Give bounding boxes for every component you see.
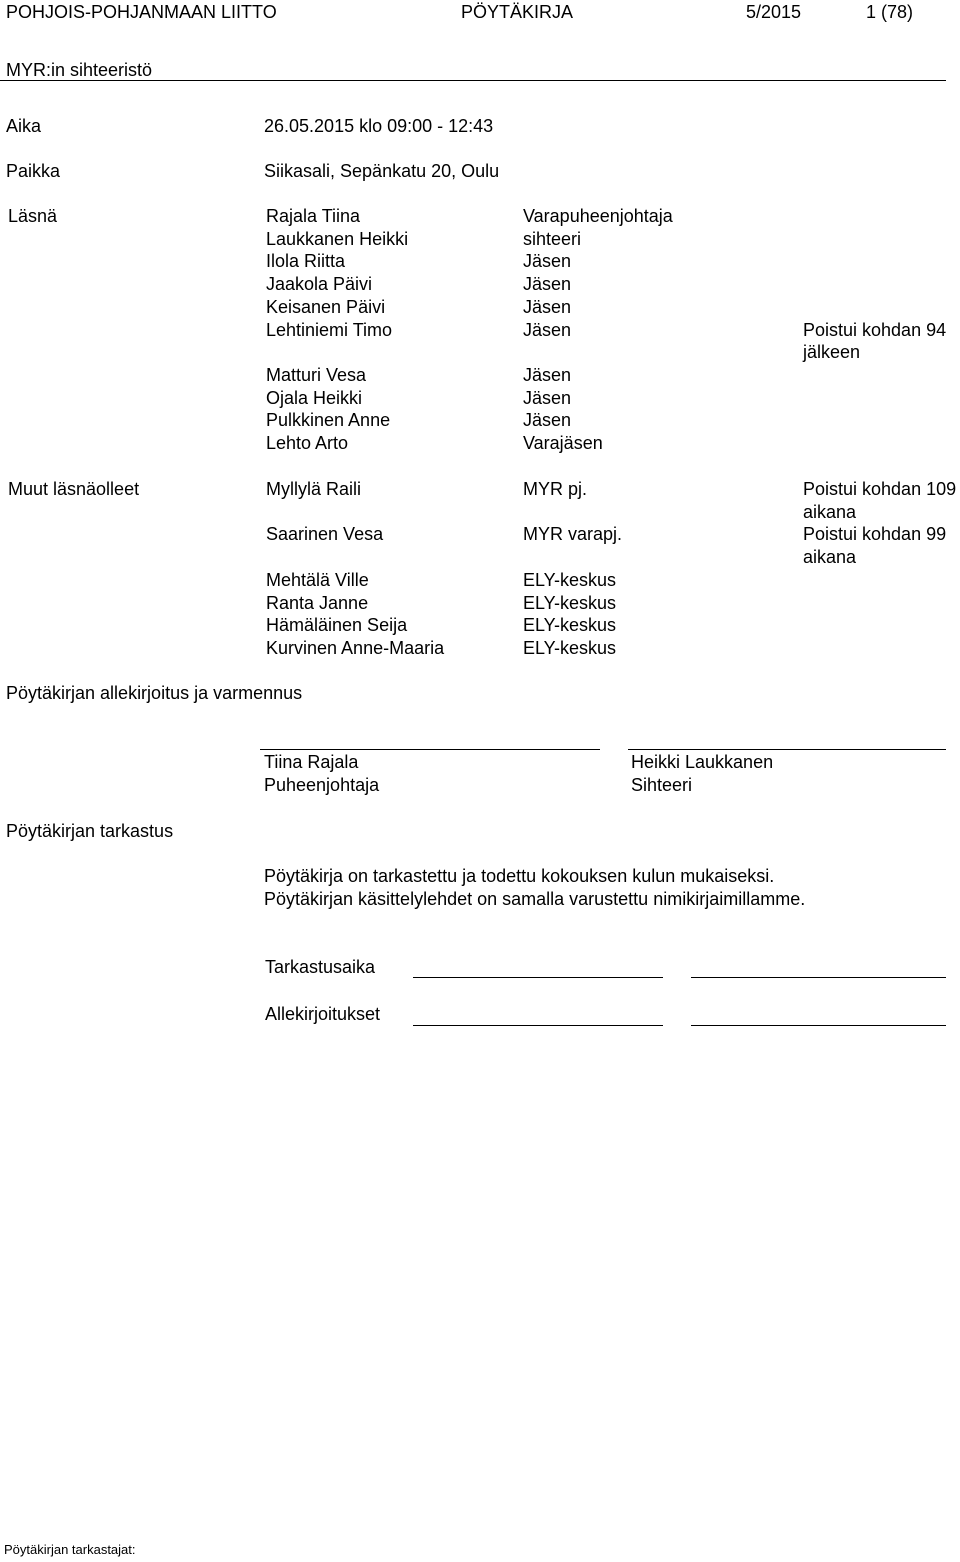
secretary-signature-line: [628, 749, 946, 750]
other-attendee-name: Saarinen Vesa: [266, 524, 384, 545]
other-attendee-name: Ranta Janne: [266, 592, 369, 613]
present-member-name: Lehtiniemi Timo: [266, 319, 393, 340]
present-member-role: Varajäsen: [523, 433, 603, 453]
review-label: Pöytäkirjan tarkastus: [6, 821, 174, 841]
other-attendee-note: Poistui kohdan 109 aikana: [803, 479, 957, 522]
time-label: Aika: [6, 116, 42, 136]
time-value: 26.05.2015 klo 09:00 - 12:43: [264, 116, 494, 136]
signatures-label: Pöytäkirjan allekirjoitus ja varmennus: [6, 683, 303, 703]
secretary-name: Heikki Laukkanen: [631, 752, 774, 772]
review-signatures-label: Allekirjoitukset: [265, 1004, 381, 1024]
other-attendee-name: Myllylä Raili: [266, 479, 362, 499]
present-member-name: Rajala Tiina: [266, 206, 361, 226]
issuing-body: MYR:in sihteeristö: [6, 60, 153, 80]
chair-title: Puheenjohtaja: [264, 775, 380, 795]
other-attendee-role: ELY-keskus: [523, 592, 617, 613]
present-member-role: Varapuheenjohtaja: [523, 206, 673, 226]
review-time-label: Tarkastusaika: [265, 957, 376, 977]
other-attendee-role: ELY-keskus: [523, 615, 617, 636]
other-attendee-name: Mehtälä Ville: [266, 569, 369, 590]
present-member-name: Lehto Arto: [266, 433, 349, 453]
reviewers-footer-label: Pöytäkirjan tarkastajat:: [4, 1542, 136, 1557]
other-attendee-role: MYR varapj.: [523, 524, 623, 545]
present-member-note: Poistui kohdan 94 jälkeen: [803, 319, 947, 363]
document-type: PÖYTÄKIRJA: [461, 2, 574, 22]
other-attendee-note: Poistui kohdan 99 aikana: [803, 524, 947, 568]
review-time-line-1: [413, 977, 663, 978]
review-statement-line1: Pöytäkirja on tarkastettu ja todettu kokouksen kulun mukaiseksi.: [264, 866, 775, 886]
header-rule: [0, 80, 946, 81]
present-member-role: Jäsen: [523, 387, 572, 408]
present-member-role: Jäsen: [523, 274, 572, 295]
present-member-name: Pulkkinen Anne: [266, 410, 391, 431]
reviewer-signature-line-2: [691, 1025, 946, 1026]
review-statement-line2: Pöytäkirjan käsittelylehdet on samalla varustettu nimikirjaimillamme.: [264, 889, 806, 909]
organization-name: POHJOIS-POHJANMAAN LIITTO: [6, 2, 277, 22]
present-member-name: Matturi Vesa: [266, 364, 367, 385]
present-member-role: sihteeri: [523, 228, 582, 249]
present-member-role: Jäsen: [523, 319, 572, 340]
document-number: 5/2015: [746, 2, 802, 22]
present-member-role: Jäsen: [523, 364, 572, 385]
chair-signature-line: [260, 749, 600, 750]
place-label: Paikka: [6, 161, 61, 181]
other-attendee-role: ELY-keskus: [523, 637, 617, 658]
present-member-name: Ojala Heikki: [266, 387, 363, 408]
present-member-name: Ilola Riitta: [266, 251, 346, 272]
page-number: 1 (78): [866, 2, 914, 22]
chair-name: Tiina Rajala: [264, 752, 359, 772]
other-attendee-name: Kurvinen Anne-Maaria: [266, 637, 445, 658]
present-member-role: Jäsen: [523, 410, 572, 431]
present-member-name: Jaakola Päivi: [266, 274, 373, 295]
review-time-line-2: [691, 977, 946, 978]
present-member-name: Laukkanen Heikki: [266, 228, 409, 249]
present-member-name: Keisanen Päivi: [266, 296, 386, 317]
present-member-role: Jäsen: [523, 251, 572, 272]
present-label: Läsnä: [8, 206, 58, 226]
other-attendee-name: Hämäläinen Seija: [266, 615, 408, 636]
present-member-role: Jäsen: [523, 296, 572, 317]
other-attendee-role: ELY-keskus: [523, 569, 617, 590]
secretary-title: Sihteeri: [631, 775, 693, 795]
others-label: Muut läsnäolleet: [8, 479, 140, 499]
other-attendee-role: MYR pj.: [523, 479, 588, 499]
reviewer-signature-line-1: [413, 1025, 663, 1026]
place-value: Siikasali, Sepänkatu 20, Oulu: [264, 161, 500, 181]
